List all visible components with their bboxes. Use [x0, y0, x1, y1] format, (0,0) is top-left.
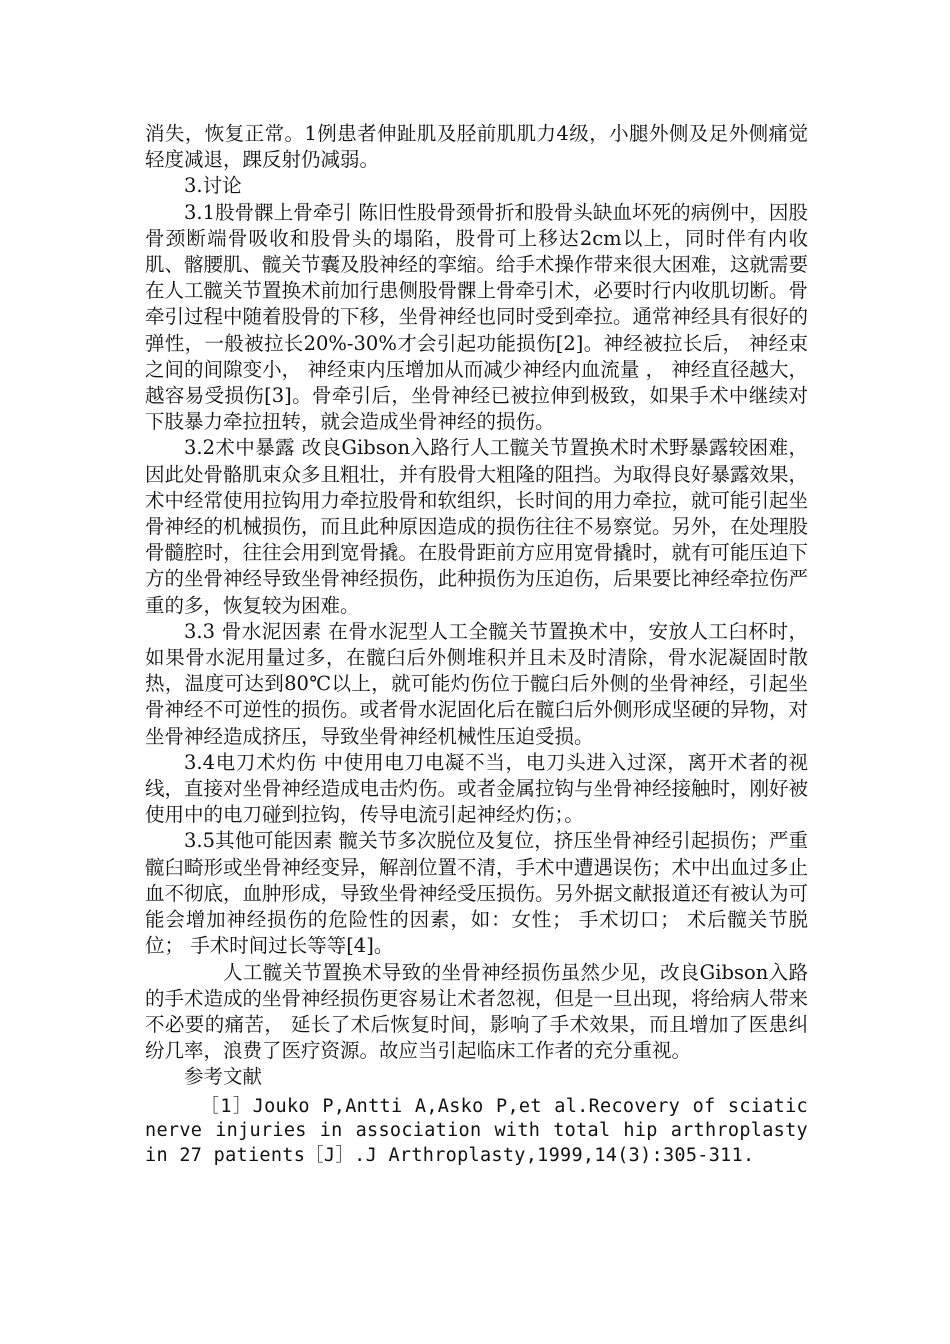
section-heading-discussion: 3.讨论: [184, 174, 242, 198]
paragraph-3-1-traction: 3.1股骨髁上骨牵引 陈旧性股骨颈骨折和股骨头缺血坏死的病例中，因股骨颈断端骨吸收和股骨头的塌陷，股骨可上移达2cm以上，同时伴有内收肌、髂腰肌、髋关节囊及股神经的挛缩。给手术操作带来很大困难，这就需要在人工髋关节置换术前加行患侧股骨髁上骨牵引术，必要时行内收肌切断。骨牵引过程中随着股骨的下移，坐骨神经也同时受到牵拉。通常神经具有很好的弹性，一般被拉长20%-30%才会引起功能损伤[2]。神经被拉长后， 神经束之间的间隙变小， 神经束内压增加从而减少神经内血流量 ， 神经直径越大， 越容易受损伤[3]。骨牵引后，坐骨神经已被拉伸到极致，如果手术中继续对下肢暴力牵拉扭转，就会造成坐骨神经的损伤。: [145, 200, 809, 434]
paragraph-3-4-electrocautery: 3.4电刀术灼伤 中使用电刀电凝不当，电刀头进入过深，离开术者的视线，直接对坐骨神经造成电击灼伤。或者金属拉钩与坐骨神经接触时，刚好被使用中的电刀碰到拉钩，传导电流引起神经灼伤；。: [145, 750, 809, 827]
paragraph-result-continuation: 消失，恢复正常。1例患者伸趾肌及胫前肌肌力4级，小腿外侧及足外侧痛觉轻度减退，踝反射仍减弱。: [145, 122, 808, 172]
paragraph-3-3-bone-cement: 3.3 骨水泥因素 在骨水泥型人工全髋关节置换术中，安放人工臼杯时，如果骨水泥用量过多，在髋臼后外侧堆积并且未及时清除，骨水泥凝固时散热，温度可达到80℃以上，就可能灼伤位于髋臼后外侧的坐骨神经，引起坐骨神经不可逆性的损伤。或者骨水泥固化后在髋臼后外侧形成坚硬的异物，对坐骨神经造成挤压，导致坐骨神经机械性压迫受损。: [145, 619, 809, 748]
reference-item-1: ［1］Jouko P,Antti A,Asko P,et al.Recovery of sciatic nerve injuries in association with total hip arthroplasty in 27 patients［J］.J Arthroplasty,1999,14(3):305-311.: [145, 1095, 808, 1166]
paragraph-conclusion: 人工髋关节置换术导致的坐骨神经损伤虽然少见，改良Gibson入路的手术造成的坐骨神经损伤更容易让术者忽视，但是一旦出现，将给病人带来不必要的痛苦， 延长了术后恢复时间，影响了手术效果，而且增加了医患纠纷几率，浪费了医疗资源。故应当引起临床工作者的充分重视。: [145, 960, 809, 1063]
paragraph-3-2-exposure: 3.2术中暴露 改良Gibson入路行人工髋关节置换术时术野暴露较困难，因此处骨骼肌束众多且粗壮，并有股骨大粗隆的阻挡。为取得良好暴露效果，术中经常使用拉钩用力牵拉股骨和软组织，长时间的用力牵拉，就可能引起坐骨神经的机械损伤，而且此种原因造成的损伤往往不易察觉。另外，在处理股骨髓腔时，往往会用到宽骨撬。在股骨距前方应用宽骨撬时，就有可能压迫下方的坐骨神经导致坐骨神经损伤，此种损伤为压迫伤，后果要比神经牵拉伤严重的多，恢复较为困难。: [145, 436, 809, 617]
document-page: [145, 121, 808, 1168]
references-heading: 参考文献: [184, 1065, 263, 1089]
paragraph-3-5-other-factors: 3.5其他可能因素 髋关节多次脱位及复位，挤压坐骨神经引起损伤；严重髋臼畸形或坐骨神经变异，解剖位置不清，手术中遭遇误伤；术中出血过多止血不彻底，血肿形成，导致坐骨神经受压损伤。另外据文献报道还有被认为可能会增加神经损伤的危险性的因素，如：女性； 手术切口； 术后髋关节脱位； 手术时间过长等等[4]。: [145, 829, 809, 958]
